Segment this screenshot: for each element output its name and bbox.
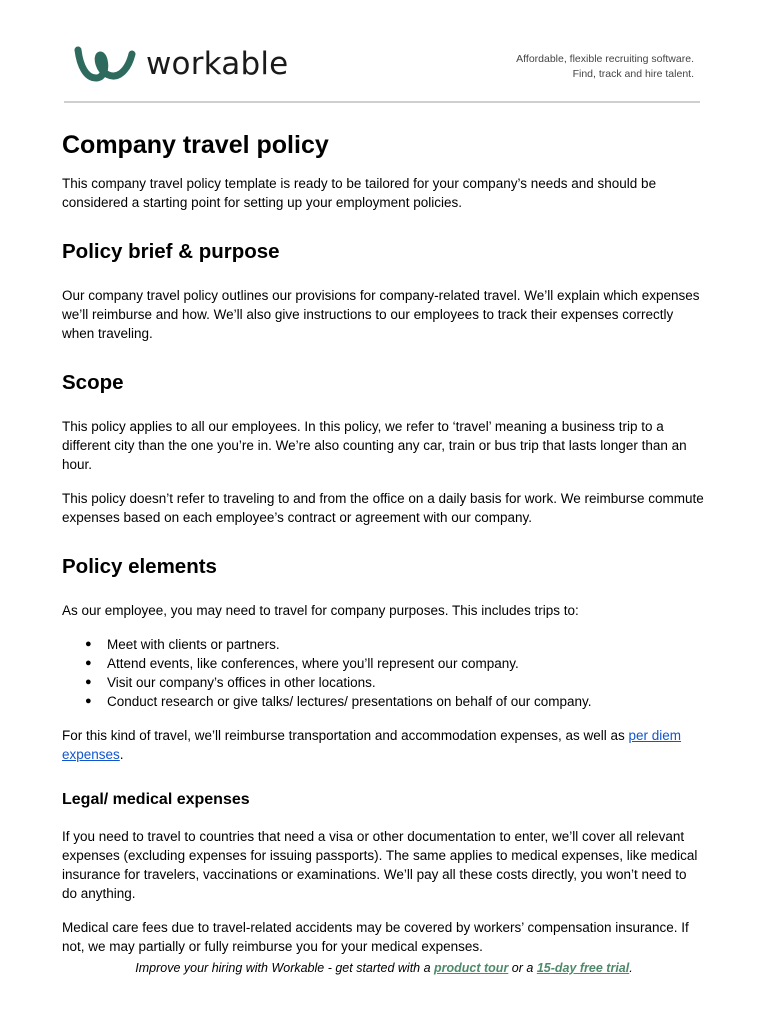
document-title: Company travel policy bbox=[62, 131, 329, 159]
document-body bbox=[62, 128, 704, 971]
header-tagline bbox=[516, 52, 694, 82]
intro-paragraph: This company travel policy template is ready to be tailored for your company’s needs and should be considered a starting point for setting up your employment policies. bbox=[62, 176, 657, 210]
heading-policy-brief: Policy brief & purpose bbox=[62, 240, 280, 263]
tagline-line-1: Affordable, flexible recruiting software. bbox=[516, 53, 694, 65]
page-header bbox=[62, 40, 700, 102]
heading-policy-elements: Policy elements bbox=[62, 555, 217, 578]
scope-paragraph-1: This policy applies to all our employees. In this policy, we refer to ‘travel’ meaning a business trip to a different city than the one you’re in. We’re also counting any car, train or bus trip that lasts longer than an hour. bbox=[62, 419, 687, 472]
legal-paragraph-1: If you need to travel to countries that need a visa or other documentation to enter, we’ll cover all relevant expenses (excluding expenses for issuing passports). The same applies to medical expenses, like medical insurance for travelers, vaccinations or examinations. We’ll pay all these costs directly, you won’t need to do anything. bbox=[62, 829, 698, 901]
list-item: ● Meet with clients or partners. bbox=[107, 635, 704, 654]
footer-text-after: . bbox=[629, 961, 633, 975]
list-item: ● Conduct research or give talks/ lectures/ presentations on behalf of our company. bbox=[107, 692, 704, 711]
heading-scope: Scope bbox=[62, 371, 124, 394]
free-trial-link[interactable]: 15-day free trial bbox=[536, 961, 630, 975]
workable-wordmark: workable bbox=[146, 46, 289, 82]
list-item: ● Visit our company’s offices in other locations. bbox=[107, 673, 704, 692]
scope-paragraph-2: This policy doesn’t refer to traveling to and from the office on a daily basis for work. We reimburse commute expenses based on each employee’s contract or agreement with our company. bbox=[62, 491, 704, 525]
tagline-line-2: Find, track and hire talent. bbox=[572, 68, 694, 80]
footer-text-middle: or a bbox=[508, 961, 537, 975]
page-footer bbox=[0, 958, 768, 978]
workable-logo[interactable] bbox=[72, 44, 288, 84]
trip-purpose-list bbox=[62, 635, 704, 711]
heading-legal-medical-expenses: Legal/ medical expenses bbox=[62, 791, 250, 808]
policy-elements-paragraph-2 bbox=[62, 726, 704, 764]
legal-paragraph-2: Medical care fees due to travel-related accidents may be covered by workers’ compensation insurance. If not, we may partially or fully reimburse you for your medical expenses. bbox=[62, 920, 689, 954]
footer-text-before: Improve your hiring with Workable - get started with a bbox=[135, 961, 435, 975]
policy-elements-paragraph-1: As our employee, you may need to travel for company purposes. This includes trips to: bbox=[62, 603, 579, 618]
per-diem-expenses-link[interactable]: per diem expenses bbox=[62, 728, 682, 762]
workable-logo-icon bbox=[72, 44, 138, 84]
policy-brief-paragraph: Our company travel policy outlines our provisions for company-related travel. We’ll explain which expenses we’ll reimburse and how. We’ll also give instructions to our employees to track their expenses correctly when traveling. bbox=[62, 288, 700, 341]
list-item: ● Attend events, like conferences, where you’ll represent our company. bbox=[107, 654, 704, 673]
header-divider bbox=[64, 101, 700, 103]
product-tour-link[interactable]: product tour bbox=[434, 961, 509, 975]
per-diem-text-before: For this kind of travel, we’ll reimburse transportation and accommodation expenses, as well as bbox=[62, 728, 629, 743]
per-diem-text-after: . bbox=[119, 747, 124, 762]
